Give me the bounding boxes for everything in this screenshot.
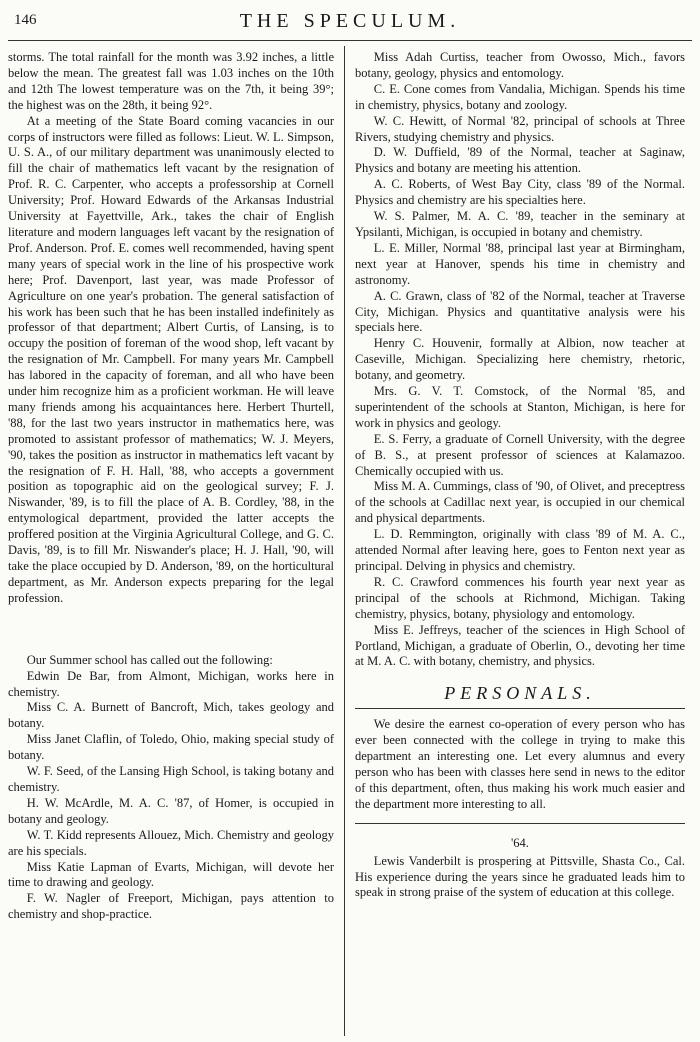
summer-item: W. S. Palmer, M. A. C. '89, teacher in the seminary at Ypsilanti, Michigan, is occupied in botany and chemistry. (355, 209, 685, 239)
header-rule (8, 40, 692, 41)
personal-item: Lewis Vanderbilt is prospering at Pittsville, Shasta Co., Cal. His experience during the years since he graduated leads him to speak in strong praise of the system of education at this college. (355, 853, 685, 900)
summer-item: F. W. Nagler of Freeport, Michigan, pays attention to chemistry and shop-practice. (8, 891, 334, 922)
summer-item: A. C. Grawn, class of '82 of the Normal, teacher at Traverse City, Michigan. Physics and quantitative analysis were his specials here. (355, 288, 685, 335)
summer-item: Miss C. A. Burnett of Bancroft, Mich, takes geology and botany. (8, 700, 334, 731)
personals-intro: We desire the earnest co-operation of every person who has ever been connected with the college in trying to make this department an interesting one. Let every alumnus and every person who has been with classes here send in news to the editor of this department, often, thus making his work much easier and the department more interesting to all. (355, 717, 685, 811)
summer-item: W. C. Hewitt, of Normal '82, principal of schools at Three Rivers, studying chemistry and physics. (355, 113, 685, 144)
summer-item: Henry C. Houvenir, formally at Albion, now teacher at Caseville, Michigan. Specializing here chemistry, rhetoric, botany, and geometry. (355, 336, 685, 383)
summer-item: E. S. Ferry, a graduate of Cornell University, with the degree of B. S., at present professor of sciences at Kalamazoo. Chemically occupied with us. (355, 431, 685, 478)
column-divider (344, 46, 345, 1036)
summer-school-intro: Our Summer school has called out the following: (26, 652, 273, 667)
summer-item: Edwin De Bar, from Almont, Michigan, works here in chemistry. (8, 668, 334, 699)
page-header (0, 10, 700, 38)
summer-item: L. E. Miller, Normal '88, principal last year at Birmingham, next year at Hanover, spends his time in chemistry and astronomy. (355, 240, 685, 287)
summer-item: R. C. Crawford commences his fourth year next year as principal of the schools at Richmond, Michigan. Taking chemistry, physics, botany, physiology and entomology. (355, 574, 685, 621)
summer-item: Miss M. A. Cummings, class of '90, of Olivet, and preceptress of the schools at Cadillac next year, is occupied in our chemical and physical departments. (355, 479, 685, 526)
summer-item: L. D. Remmington, originally with class '89 of M. A. C., attended Normal after leaving here, goes to Fenton next year as principal. Delving in physics and chemistry. (355, 527, 685, 573)
running-title: THE SPECULUM. (239, 10, 461, 32)
summer-item: Mrs. G. V. T. Comstock, of the Normal '85, and superintendent of the schools at Stanton, Michigan, is here for work in physics and geology. (355, 384, 685, 430)
right-column (355, 50, 685, 901)
class-year-heading: '64. (511, 835, 529, 850)
weather-paragraph: storms. The total rainfall for the month was 3.92 inches, a little below the mean. The greatest fall was 1.03 inches on the 10th and 12th The lowest temperature was on the 7th, it being 39°; the highest was on the 28th, it being 92°. (8, 50, 334, 112)
summer-item: Miss Janet Claflin, of Toledo, Ohio, making special study of botany. (8, 732, 334, 763)
summer-item: Miss Katie Lapman of Evarts, Michigan, will devote her time to drawing and geology. (8, 859, 334, 890)
summer-item: A. C. Roberts, of West Bay City, class '89 of the Normal. Physics and chemistry are his specialties here. (355, 177, 685, 208)
summer-item: D. W. Duffield, '89 of the Normal, teacher at Saginaw, Physics and botany are meeting his attention. (355, 145, 685, 176)
summer-item: Miss E. Jeffreys, teacher of the sciences in High School of Portland, Michigan, a graduate of Oberlin, O., devoting her time at M. A. C. with botany, chemistry, and physics. (355, 622, 685, 669)
summer-item: H. W. McArdle, M. A. C. '87, of Homer, is occupied in botany and geology. (8, 795, 334, 826)
summer-item: W. T. Kidd represents Allouez, Mich. Chemistry and geology are his specials. (8, 827, 334, 858)
section-rule (355, 823, 685, 824)
summer-item: W. F. Seed, of the Lansing High School, is taking botany and chemistry. (8, 764, 334, 794)
summer-item: Miss Adah Curtiss, teacher from Owosso, Mich., favors botany, geology, physics and entomology. (355, 50, 685, 80)
summer-item: C. E. Cone comes from Vandalia, Michigan. Spends his time in chemistry, physics, botany and zoology. (355, 81, 685, 112)
page-number: 146 (14, 12, 37, 28)
personals-heading: PERSONALS. (355, 686, 685, 709)
left-column (8, 50, 334, 923)
state-board-paragraph: At a meeting of the State Board coming vacancies in our corps of instructors were filled as follows: Lieut. W. L. Simpson, U. S. A., of our military department was unanimously elected to fill the chair of mathematics left vacant by the resignation of Prof. R. C. Carpenter, who accepts a professorship at Cornell University; Prof. Howard Edwards of the Arkansas Industrial University at Fayettville, Ark., takes the chair of English literature and modern languages left vacant by the resignation of Prof. Anderson. Prof. E. comes well recommended, having spent many years of special work in the line of his prospective work here; Prof. Davenport, last year, was made Professor of Agriculture on one year's probation. The general satisfaction of his work has been such that he has been installed indefinitely as professor of that department; Albert Curtis, of Lansing, is to occupy the position of foreman of the wood shop, left vacant by the resignation of Mr. Campbell. For many years Mr. Campbell has labored in the capacity of foreman, and all who have been under him recognize him as a proficient workman. He will leave many friends among his acquaintances here. Herbert Thurtell, '88, for the last two years instructor in mathematics here, was promoted to assistant professor of mathematics; W. J. Meyers, '90, takes the position as instructor in mathematics left vacant by the resignation of F. H. Hall, '88, who accepts a government position as topographic aid on the geological survey; F. J. Niswander, '89, is to fill the place of A. B. Cordley, '88, in the entymological department, provided the latter accepts the proffered position at the Virginia Agricultural College, and G. C. Davis, '89, is to fill Mr. Niswander's place; H. J. Hall, '90, will take the place occupied by D. Anderson, '89, on the horticultural department, as Mr. Anderson expects preparing for the legal profession. (8, 113, 334, 605)
section-gap (8, 607, 334, 653)
